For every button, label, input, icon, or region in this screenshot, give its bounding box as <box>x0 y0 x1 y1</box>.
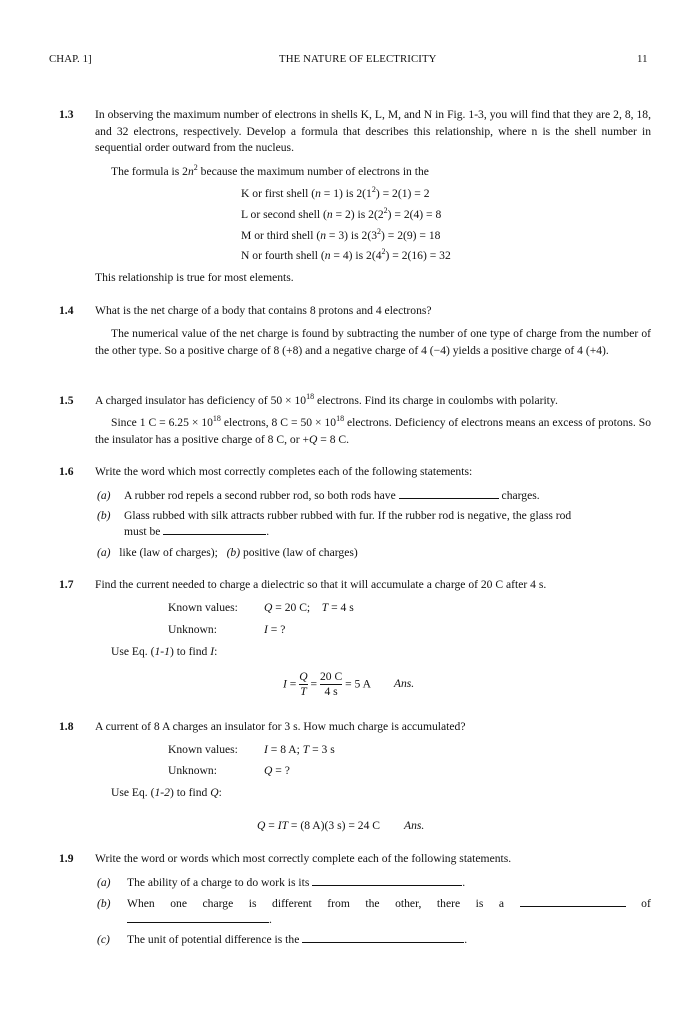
item-a-label: (a) <box>97 489 111 502</box>
problem-number-1-3: 1.3 <box>59 108 74 121</box>
problem-number-1-7: 1.7 <box>59 578 74 591</box>
unknown-row: Unknown: I = ? <box>168 623 286 636</box>
charge-equation: Q = IT = (8 A)(3 s) = 24 C Ans. <box>257 819 425 832</box>
item-b-label: (b) <box>97 897 111 910</box>
item-b-statement: When one charge is different from the other, there is a of <box>127 897 651 910</box>
item-c-label: (c) <box>97 933 110 946</box>
fill-in-blank[interactable] <box>127 921 269 923</box>
fill-in-blank[interactable] <box>520 905 626 907</box>
problem-1-6-question: Write the word which most correctly completes each of the following statements: <box>95 465 473 478</box>
fill-in-blank[interactable] <box>312 884 462 886</box>
shell-m-line: M or third shell (n = 3) is $2(3^2) = 2(9) = 18$ <box>241 227 441 242</box>
item-a-statement: The ability of a charge to do work is its . <box>127 876 466 889</box>
problem-1-4-question: What is the net charge of a body that contains 8 protons and 4 electrons? <box>95 304 432 317</box>
current-equation: I = $\frac{Q}{T}$ = $\frac{20 C}{4 s}$ = 5 A Ans. <box>283 670 415 698</box>
problem-1-7-question: Find the current needed to charge a dielectric so that it will accumulate a charge of 20 C after 4 s. <box>95 578 547 591</box>
problem-1-3-closing: This relationship is true for most elements. <box>95 271 294 284</box>
use-equation-line: Use Eq. (1-1) to find I: <box>111 645 218 658</box>
problem-number-1-4: 1.4 <box>59 304 74 317</box>
shell-l-line: L or second shell (n = 2) is $2(2^2) = 2(4) = 8$ <box>241 206 442 221</box>
problem-1-5-question: A charged insulator has deficiency of $50 \times 10^{18}$ electrons. Find its charge in coulombs with polarity. <box>95 392 558 407</box>
unknown-row: Unknown: Q = ? <box>168 764 290 777</box>
known-values-row: Known values: I = 8 A; T = 3 s <box>168 743 335 756</box>
problem-1-3-question <box>95 107 651 157</box>
problem-number-1-6: 1.6 <box>59 465 74 478</box>
question-text: In observing the maximum number of electrons in shells K, L, M, and N in Fig. 1-3, you will find that they are 2, 8, 18, and 32 electrons, respectively. Develop a formula that describes this relationship, where n is the shell number in sequential order outward from the nucleus. <box>95 108 651 154</box>
page-number: 11 <box>637 53 648 65</box>
item-b-statement: Glass rubbed with silk attracts rubber rubbed with fur. If the rubber rod is negative, the glass rod <box>124 509 572 522</box>
item-b-label: (b) <box>97 509 111 522</box>
use-equation-line: Use Eq. (1-2) to find Q: <box>111 786 222 799</box>
problem-1-6-answer: (a) like (law of charges); (b) positive (law of charges) <box>97 546 358 559</box>
problem-1-3-intro: The formula is $2n^2$ because the maximum number of electrons in the <box>111 163 429 178</box>
problem-1-4-answer: The numerical value of the net charge is found by subtracting the number of one type of charge from the number of the other type. So a positive charge of 8 (+8) and a negative charge of 4 (−4) yields a positive charge of 4 (+4). <box>95 327 651 357</box>
known-values-row: Known values: Q = 20 C; T = 4 s <box>168 601 354 614</box>
item-a-statement: A rubber rod repels a second rubber rod, so both rods have charges. <box>124 489 540 502</box>
fraction-20c-over-4s: $\frac{20 C}{4 s}$ <box>319 670 343 698</box>
running-title: THE NATURE OF ELECTRICITY <box>279 53 437 65</box>
problem-number-1-8: 1.8 <box>59 720 74 733</box>
fraction-q-over-t: $\frac{Q}{T}$ <box>299 670 308 698</box>
problem-number-1-9: 1.9 <box>59 852 74 865</box>
item-c-statement: The unit of potential difference is the . <box>127 933 468 946</box>
fill-in-blank[interactable] <box>399 497 499 499</box>
item-a-label: (a) <box>97 876 111 889</box>
chapter-label: CHAP. 1] <box>49 53 92 65</box>
shell-k-line: K or first shell (n = 1) is $2(1^2) = 2(1) = 2$ <box>241 185 430 200</box>
item-b-line2: must be . <box>124 525 270 538</box>
problem-1-5-answer: Since 1 $C = 6.25 \times 10^{18}$ electrons, 8 $C = 50 \times 10^{18}$ electrons. Deficiency of electrons means an excess of protons. So the insulator has a positive charge of 8 C, or +Q = 8 C. <box>95 414 652 446</box>
problem-1-9-question: Write the word or words which most correctly complete each of the following statements. <box>95 852 512 865</box>
shell-n-line: N or fourth shell (n = 4) is $2(4^2) = 2(16) = 32$ <box>241 247 451 262</box>
problem-1-8-question: A current of 8 A charges an insulator for 3 s. How much charge is accumulated? <box>95 720 466 733</box>
item-b-line2: . <box>127 912 272 929</box>
fill-in-blank[interactable] <box>163 533 266 535</box>
problem-number-1-5: 1.5 <box>59 394 74 407</box>
fill-in-blank[interactable] <box>302 941 464 943</box>
